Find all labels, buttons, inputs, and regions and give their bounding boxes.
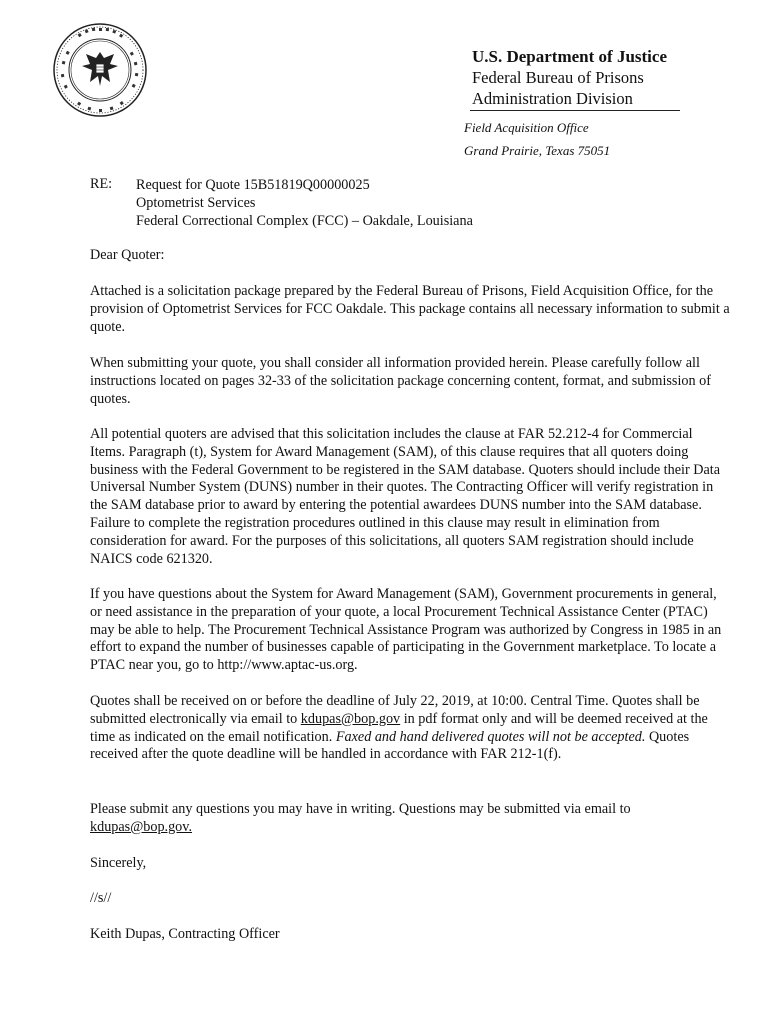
paragraph-deadline (90, 693, 730, 764)
salutation: Dear Quoter: (90, 247, 165, 263)
re-label: RE: (90, 176, 113, 192)
paragraph-instructions-text: When submitting your quote, you shall consider all information provided herein. Please carefully follow all instructions located on pages 32-33 of the solicitation package concerning content, format, and submission of quotes. (90, 355, 711, 407)
re-rfq-number: Request for Quote 15B51819Q00000025 (136, 177, 370, 193)
paragraph-ptac-text: If you have questions about the System for Award Management (SAM), Government procurements in general, or need assistance in the preparation of your quote, a local Procurement Technical Assistance Center (PTAC) may be able to help. The Procurement Technical Assistance Program was authorized by Congress in 1985 in an effort to expand the number of businesses capable of participating in the Government marketplace. To locate a PTAC near you, go to http://www.aptac-us.org. (90, 586, 722, 674)
office-name: Field Acquisition Office (464, 120, 589, 135)
paragraph-sam (90, 426, 730, 568)
deadline-text-2: in pdf format only and will be deemed received at the time as indicated on the email notification. (90, 710, 708, 745)
questions-email-link[interactable]: kdupas@bop.gov. (90, 818, 192, 835)
paragraph-solicitation (90, 283, 730, 336)
deadline-text: Quotes shall be received on or before the deadline of July 22, 2019, at 10:00. Central Time. Quotes shall be submitted electronically via email to (90, 693, 700, 727)
closing: Sincerely, (90, 855, 147, 871)
letterhead-rule (470, 110, 680, 111)
signature: //s// (90, 890, 112, 906)
letterhead (472, 47, 770, 109)
deadline-text-3: Quotes received after the quote deadline will be handled in accordance with FAR 212-1(f). (90, 728, 690, 763)
department-name: U.S. Department of Justice (472, 47, 667, 66)
paragraph-questions-text (90, 801, 730, 837)
office-location: Grand Prairie, Texas 75051 (464, 143, 611, 158)
email-link[interactable]: kdupas@bop.gov (300, 710, 401, 727)
paragraph-instructions (90, 355, 730, 408)
re-service: Optometrist Services (136, 195, 256, 211)
re-block (136, 176, 473, 230)
questions-text: Please submit any questions you may have in writing. Questions may be submitted via email to (90, 801, 631, 817)
signer-name: Keith Dupas, Contracting Officer (90, 926, 280, 942)
fax-notice: Faxed and hand delivered quotes will not be accepted. (335, 728, 646, 745)
paragraph-ptac (90, 586, 730, 675)
doj-seal (52, 22, 148, 118)
paragraph-solicitation-text: Attached is a solicitation package prepared by the Federal Bureau of Prisons, Field Acquisition Office, for the provision of Optometrist Services for FCC Oakdale. This package contains all necessary information to submit a quote. (90, 283, 730, 335)
doj-seal-icon (52, 22, 148, 118)
paragraph-deadline-text (90, 693, 730, 764)
bureau-name: Federal Bureau of Prisons (472, 68, 644, 87)
paragraph-sam-text: All potential quoters are advised that this solicitation includes the clause at FAR 52.212-4 for Commercial Items. Paragraph (t), System for Award Management (SAM), of this clause requires that all quoters doing business with the Federal Government to be registered in the SAM database. Quoters should include their Data Universal Number System (DUNS) number in their quotes. The Contracting Officer will verify registration in the SAM database prior to award by entering the potential awardees DUNS number into the SAM database. Failure to complete the registration procedures outlined in this clause may result in elimination from consideration for award. For the purposes of this solicitations, all quoters SAM registration should include NAICS code 621320. (90, 426, 721, 567)
paragraph-questions (90, 801, 730, 837)
division-name: Administration Division (472, 89, 633, 108)
re-facility: Federal Correctional Complex (FCC) – Oakdale, Louisiana (136, 213, 473, 229)
